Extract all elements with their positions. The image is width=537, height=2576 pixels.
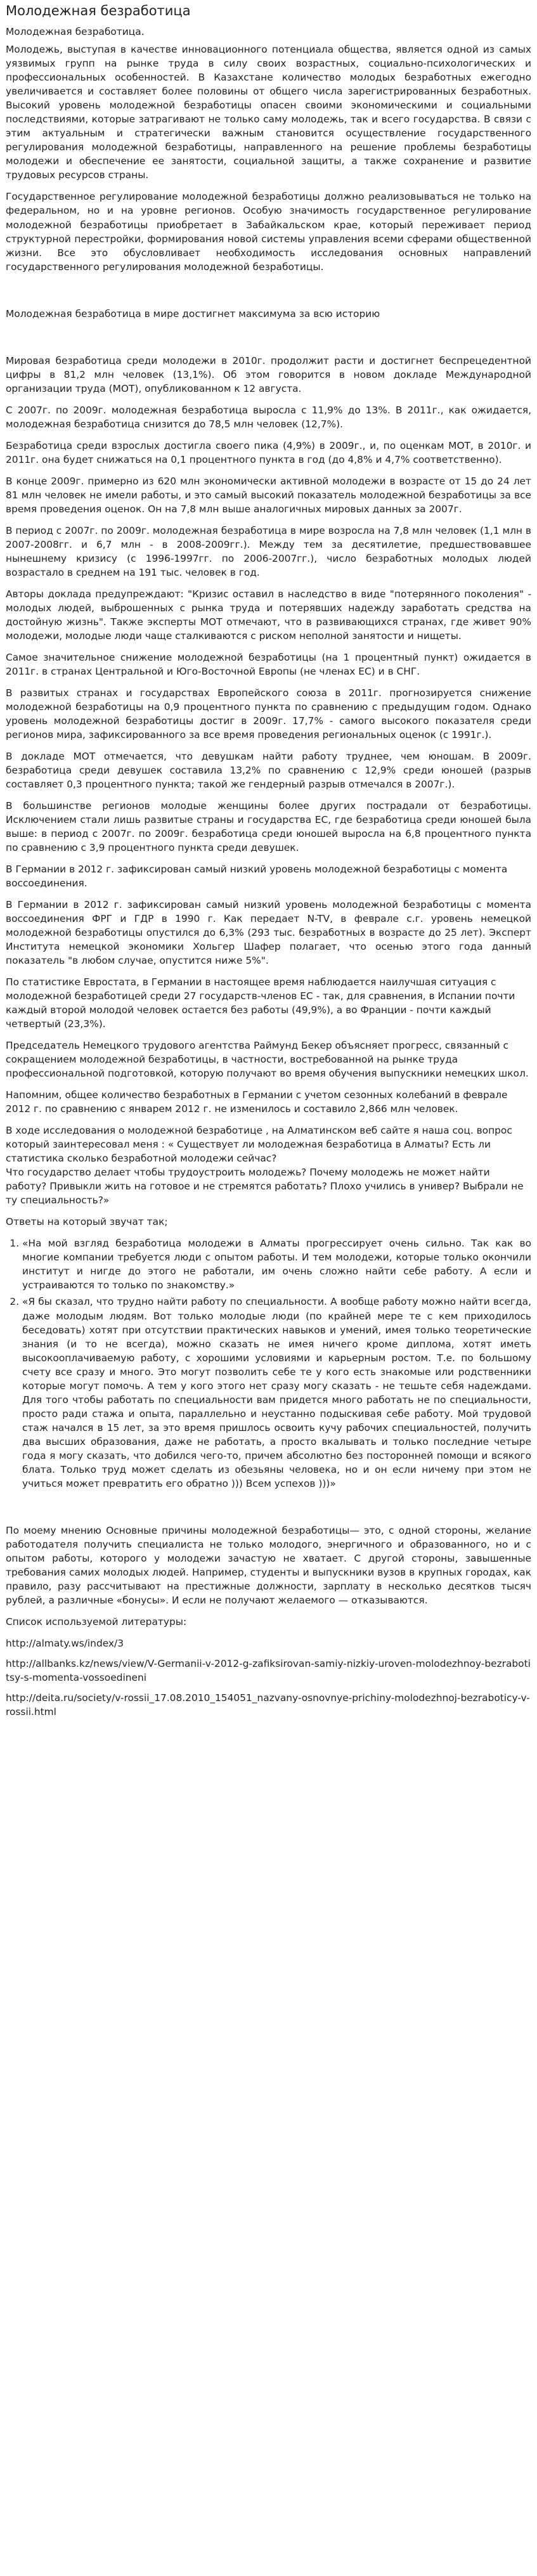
section-heading: Молодежная безработица в мире достигнет максимума за всю историю bbox=[6, 307, 380, 320]
paragraph: Безработица среди взрослых достигла своего пика (4,9%) в 2009г., и, по оценкам МОТ, в 2010г. и 2011г. она будет снижаться на 0,1 процентного пункта в год (до 4,8% и 4,7% соответственно). bbox=[6, 439, 531, 465]
intro-section bbox=[6, 42, 531, 273]
world-section bbox=[6, 354, 531, 1229]
paragraph: В большинстве регионов молодые женщины более других пострадали от безработицы. Исключением стали лишь развитые страны и государства ЕС, где безработица среди юношей была выше: в период с 2007г. по 2009г. безработица среди юношей выросла на 6,8 процентного пункта по сравнению с 3,9 процентного пункта среди девушек. bbox=[6, 800, 531, 854]
reference-item bbox=[6, 1636, 531, 1650]
paragraph: В докладе МОТ отмечается, что девушкам найти работу труднее, чем юношам. В 2009г. безработица среди девушек составила 13,2% по сравнению с 12,9% среди юношей (разрыв составляет 0,3 процентного пункта; такой же гендерный разрыв отмечался в 2007г.). bbox=[6, 750, 531, 790]
paragraph: В период с 2007г. по 2009г. молодежная безработица в мире возросла на 7,8 млн человек (1,1 млн в 2007-2008гг. и 6,7 млн - в 2008-2009гг.). Между тем за десятилетие, предшествовавшее нынешнему кризису (с 1996-1997гг. по 2006-2007гг.), число безработных молодых людей возрастало в среднем на 191 тыс. человек в год. bbox=[6, 524, 531, 578]
conclusion: По моему мнению Основные причины молодежной безработицы— это, с одной стороны, желание работодателя получить специалиста не только молодого, энергичного и образованного, но и с опытом работы, которого у молодежи зачастую не хватает. С другой стороны, завышенные требования самих молодых людей. Например, студенты и выпускники вузов в крупных городах, как правило, разу рассчитывают на престижные должности, зарплату в несколько десятков тысяч рублей, а различные «бонусы». И если не получают желаемого — отказываются. bbox=[6, 1524, 531, 1606]
paragraph: В развитых странах и государствах Европейского союза в 2011г. прогнозируется снижение молодежной безработицы на 0,9 процентного пункта по сравнению с предыдущим годом. Однако уровень молодежной безработицы достиг в 2009г. 17,7% - самого высокого показателя среди регионов мира, зафиксированного за все время проведения региональных оценок (с 1991г.). bbox=[6, 687, 531, 741]
references-list bbox=[6, 1636, 531, 1719]
subtitle: Молодежная безработица. bbox=[6, 26, 145, 38]
paragraph: Молодежь, выступая в качестве инновационного потенциала общества, является одной из самых уязвимых групп на рынке труда в силу своих возрастных, социально-психологических и профессиональных особенностей. В Казахстане количество молодых безработных ежегодно увеличивается и составляет более половины от общего числа зарегистрированных безработных. Высокий уровень молодежной безработицы опасен своими экономическими и социальными последствиями, которые затрагивают не только саму молодежь, так и всего государства. В связи с этим актуальным и стратегически важным становится осуществление государственного регулирования молодежной безработицы, направленного на решение проблемы безработицы молодежи и обеспечение ее занятости, социальной защиты, а также сохранение и развитие трудовых ресурсов страны. bbox=[6, 44, 531, 181]
paragraph: С 2007г. по 2009г. молодежная безработица выросла с 11,9% до 13%. В 2011г., как ожидается, молодежная безработица снизится до 78,5 млн человек (12,7%). bbox=[6, 404, 531, 430]
paragraph: В Германии в 2012 г. зафиксирован самый низкий уровень молодежной безработицы с момента воссоединения. bbox=[6, 864, 508, 890]
paragraph: Председатель Немецкого трудового агентства Раймунд Бекер объясняет прогресс, связанный с сокращением молодежной безработицы, в частности, востребованной на рынке труда профессиональной подготовкой, которую получают во время обучения выпускники немецких школ. bbox=[6, 1040, 529, 1080]
reference-item bbox=[6, 1657, 531, 1685]
reference-item bbox=[6, 1691, 531, 1719]
paragraph: Напомним, общее количество безработных в Германии с учетом сезонных колебаний в феврале 2012 г. по сравнению с январем 2012 г. не изменилось и составило 2,866 млн человек. bbox=[6, 1089, 508, 1115]
paragraph: Самое значительное снижение молодежной безработицы (на 1 процентный пункт) ожидается в 2011г. в странах Центральной и Юго-Восточной Европы (не членах ЕС) и в СНГ. bbox=[6, 651, 531, 677]
paragraph: В ходе исследования о молодежной безработице , на Алматинском веб сайте я наша соц. вопрос который заинтересовал меня : « Существует ли молодежная безработица в Алматы? Есть ли статистика сколько безработной молодежи сейчас? Что государство делает чтобы трудоустроить молодежь? Почему молодежь не может найти работу? Привыкли жить на готовое и не стремятся работать? Плохо учились в универ? Выбрали не ту специальность?» bbox=[6, 1125, 524, 1207]
paragraph: В конце 2009г. примерно из 620 млн экономически активной молодежи в возрасте от 15 до 24 лет 81 млн человек не имели работы, и это самый высокий показатель молодежной безработицы за все время проведения оценок. Он на 7,8 млн выше аналогичных мировых данных за 2007г. bbox=[6, 475, 531, 515]
answers-list bbox=[6, 1236, 531, 1490]
paragraph: Ответы на который звучат так; bbox=[6, 1216, 168, 1228]
paragraph: В Германии в 2012 г. зафиксирован самый низкий уровень молодежной безработицы с момента воссоединения ФРГ и ГДР в 1990 г. Как передает N-TV, в феврале с.г. уровень немецкой молодежной безработицы опустился до 6,3% (293 тыс. безработных в возрасте до 25 лет). Эксперт Института немецкой экономики Хольгер Шафер полагает, что осенью этого года данный показатель "в любом случае, опустится ниже 5%". bbox=[6, 899, 531, 967]
reference-link[interactable]: http://allbanks.kz/news/view/V-Germanii-v-2012-g-zafiksirovan-samiy-nizkiy-uroven-molodezhnoy-bezrabotitsy-s-momenta-vossoedineni bbox=[6, 1657, 531, 1683]
page-title: Молодежная безработица bbox=[6, 3, 191, 18]
reference-link[interactable]: http://almaty.ws/index/3 bbox=[6, 1637, 124, 1649]
paragraph: Государственное регулирование молодежной безработицы должно реализовываться не только на федеральном, но и на уровне регионов. Особую значимость государственное регулирование молодежной безработицы приобретает в Забайкальском крае, который переживает период структурной перестройки, формирования новой системы управления всеми сферами общественной жизни. Все это обусловливает необходимость исследования основных направлений государственного регулирования молодежной безработицы. bbox=[6, 191, 531, 273]
paragraph: По статистике Евростата, в Германии в настоящее время наблюдается наилучшая ситуация с молодежной безработицей среди 27 государств-членов ЕС - так, для сравнения, в Испании почти каждый второй молодой человек остается без работы (49,9%), а во Франции - почти каждый четвертый (23,3%). bbox=[6, 976, 515, 1030]
list-item: 2. «Я бы сказал, что трудно найти работу по специальности. А вообще работу можно найти всегда, даже молодым людям. Вот только молодые люди (по крайней мере те с кем приходилось беседовать) хотят при отсутствии практических навыков и умений, имея только теоретические знания (и то не всегда), можно сказать не имея ничего кроме диплома, хотят иметь высокооплачиваемую работу, с хорошими условиями и карьерным ростом. Т.е. по большому счету все сразу и много. Это могут позволить себе те у кого есть знакомые или родственники которые могут помочь. А тем у кого этого нет сразу могу сказать - не тешьте себя надеждами. Для того чтобы работать по специальности вам придется много работать не по специальности, просто ради стажа и опыта, параллельно и неустанно подыскивая себе работу. Мой трудовой стаж начался в 15 лет, за это время пришлось освоить кучу рабочих специальностей, получить два высших образования, даже не работать, а просто вкалывать и только последние четыре года я могу сказать, что добился чего-то, причем абсолютно без посторонней помощи и всякого блата. Только труд может сделать из обезьяны человека, но и он если ничему при этом не учиться может превратить его обратно ))) Всем успехов )))» bbox=[22, 1295, 531, 1490]
references-heading: Список используемой литературы: bbox=[6, 1615, 187, 1628]
list-item: 1. «На мой взгляд безработица молодежи в Алматы прогрессирует очень сильно. Так как во многие компании требуется люди с опытом работы. И тем молодежи, которые только окончили институт и нигде до этого не работали, им очень сложно найти себе работу. А если и устраиваются то только по знакомству.» bbox=[22, 1236, 531, 1292]
reference-link[interactable]: http://deita.ru/society/v-rossii_17.08.2010_154051_nazvany-osnovnye-prichiny-molodezhnoj-bezraboticy-v-rossii.html bbox=[6, 1692, 530, 1718]
paragraph: Авторы доклада предупреждают: "Кризис оставил в наследство в виде "потерянного поколения" - молодых людей, выброшенных с рынка труда и потерявших надежду заработать средства на достойную жизнь". Также эксперты МОТ отмечают, что в развивающихся странах, где живет 90% молодежи, молодые люди чаще сталкиваются с риском неполной занятости и нищеты. bbox=[6, 588, 531, 642]
paragraph: Мировая безработица среди молодежи в 2010г. продолжит расти и достигнет беспрецедентной цифры в 81,2 млн человек (13,1%). Об этом говорится в новом докладе Международной организации труда (МОТ), опубликованном к 12 августа. bbox=[6, 354, 531, 394]
